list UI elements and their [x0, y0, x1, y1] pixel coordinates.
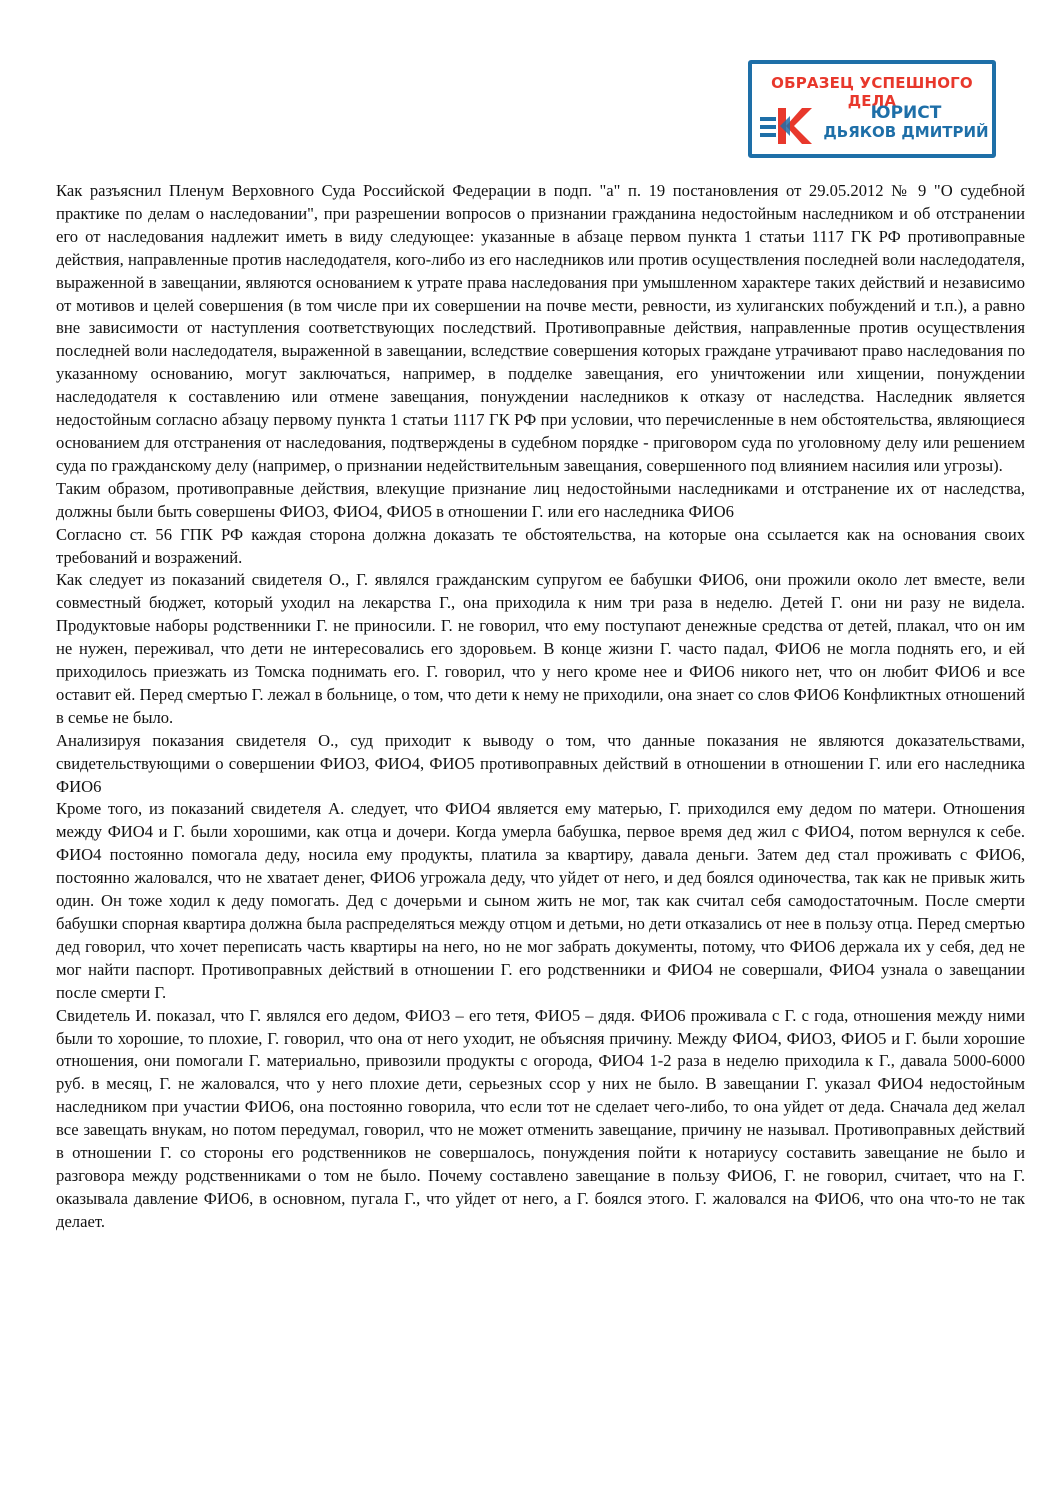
paragraph-gpk-56: Согласно ст. 56 ГПК РФ каждая сторона должна доказать те обстоятельства, на которые она ссылается как на основания своих требований и возражений. [56, 524, 1025, 567]
paragraph-witness-o: Как следует из показаний свидетеля О., Г. являлся гражданским супругом ее бабушки ФИО6, они прожили около лет вместе, вели совместный бюджет, который уходил на лекарства Г., она приходила к ним три раза в неделю. Детей Г. они ни разу не видела. Продуктовые наборы родственники Г. не приносили. Г. не говорил, что ему поступают денежные средства от детей, плакал, что он им не нужен, переживал, что дети не интересовались его здоровьем. В конце жизни Г. часто падал, ФИО6 не могла поднять его, и ей приходилось приезжать из Томска поднимать его. Г. говорил, что у него кроме нее и ФИО6 никого нет, что он любит ФИО6 и все оставит ей. Перед смертью Г. лежал в больнице, о том, что дети к нему не приходили, она знает со слов ФИО6 Конфликтных отношений в семье не было. [56, 570, 1025, 727]
paragraph-witness-a: Кроме того, из показаний свидетеля А. следует, что ФИО4 является ему матерью, Г. приходился ему дедом по матери. Отношения между ФИО4 и Г. были хорошими, как отца и дочери. Когда умерла бабушка, первое время дед жил с ФИО4, потом вернулся к себе. ФИО4 постоянно помогала деду, носила ему продукты, платила за квартиру, давала деньги. Затем дед стал проживать с ФИО6, постоянно жаловался, что не хватает денег, ФИО6 угрожала деду, что уйдет от него, и дед боялся одиночества, так как не привык жить один. Он тоже ходил к деду помогать. Дед с дочерьми и сыном жить не мог, так как считал себя самодостаточным. После смерти бабушки спорная квартира должна была распределяться между отцом и детьми, но дети отказались от нее в пользу отца. Перед смертью дед говорил, что хочет переписать часть квартиры на него, но не мог забрать документы, потому, что ФИО6 держала их у себя, дед не мог найти паспорт. Противоправных действий в отношении Г. его родственники и ФИО4 не совершали, ФИО4 узнала о завещании после смерти Г. [56, 799, 1025, 1002]
paragraph-plenum-explanation: Как разъяснил Пленум Верховного Суда Российской Федерации в подп. "а" п. 19 постановления от 29.05.2012 № 9 "О судебной практике по делам о наследовании", при разрешении вопросов о признании гражданина недостойным наследником и об отстранении его от наследования надлежит иметь в виду следующее: указанные в абзаце первом пункта 1 статьи 1117 ГК РФ противоправные действия, направленные против наследодателя, кого-либо из его наследников или против осуществления последней воли наследодателя, выраженной в завещании, являются основанием к утрате права наследования при умышленном характере таких действий и независимо от мотивов и целей совершения (в том числе при их совершении на почве мести, ревности, из хулиганских побуждений и т.п.), а равно вне зависимости от наступления соответствующих последствий. Противоправные действия, направленные против осуществления последней воли наследодателя, выраженной в завещании, вследствие совершения которых граждане утрачивают право наследования по указанному основанию, могут заключаться, например, в подделке завещания, его уничтожении или хищении, понуждении наследодателя к составлению или отмене завещания, понуждении наследников к отказу от наследства. Наследник является недостойным согласно абзацу первому пункта 1 статьи 1117 ГК РФ при условии, что перечисленные в нем обстоятельства, являющиеся основанием для отстранения от наследования, подтверждены в судебном порядке - приговором суда по уголовному делу или решением суда по гражданскому делу (например, о признании недействительным завещания, совершенного под влиянием насилия или угрозы). [56, 181, 1025, 475]
document-body [56, 180, 1025, 1234]
watermark-stamp [748, 60, 996, 158]
stamp-name-line2: ДЬЯКОВ ДМИТРИЙ [823, 123, 989, 141]
paragraph-conclusion: Таким образом, противоправные действия, влекущие признание лиц недостойными наследниками и отстранение их от наследства, должны были быть совершены ФИО3, ФИО4, ФИО5 в отношении Г. или его наследника ФИО6 [56, 478, 1025, 521]
paragraph-court-analysis: Анализируя показания свидетеля О., суд приходит к выводу о том, что данные показания не являются доказательствами, свидетельствующими о совершении ФИО3, ФИО4, ФИО5 противоправных действий в отношении в отношении Г. или его наследника ФИО6 [56, 730, 1025, 796]
stamp-name-line1: ЮРИСТ [870, 103, 942, 123]
stamp-name [818, 104, 994, 142]
stamp-title: ОБРАЗЕЦ УСПЕШНОГО ДЕЛА [771, 74, 973, 110]
paragraph-witness-i: Свидетель И. показал, что Г. являлся его дедом, ФИО3 – его тетя, ФИО5 – дядя. ФИО6 проживала с Г. с года, отношения между ними были то хорошие, то плохие, Г. говорил, что она от него уходит, не объясняя причину. Между ФИО4, ФИО3, ФИО5 и Г. были хорошие отношения, они помогали Г. материально, привозили продукты с огорода, ФИО4 1-2 раза в неделю приходила к Г., давала 5000-6000 руб. в месяц, Г. не жаловался, что у него плохие дети, серьезных ссор у них не было. В завещании Г. указал ФИО4 недостойным наследником при участии ФИО6, она постоянно говорила, что если тот не сделает чего-либо, то она уйдет от деда. Сначала дед желал все завещать внукам, но потом передумал, говорил, что не может отменить завещание, причину не называл. Противоправных действий в отношении Г. со стороны его родственников не совершалось, понуждения пойти к нотариусу составить завещание не было и разговора между родственниками о том не было. Почему составлено завещание в пользу ФИО6, Г. не говорил, считает, что на Г. оказывала давление ФИО6, в основном, пугала Г., что уйдет от него, а Г. боялся этого. Г. жаловался на ФИО6, что она что-то не так делает. [56, 1005, 1025, 1231]
dk-monogram-icon [758, 104, 814, 148]
